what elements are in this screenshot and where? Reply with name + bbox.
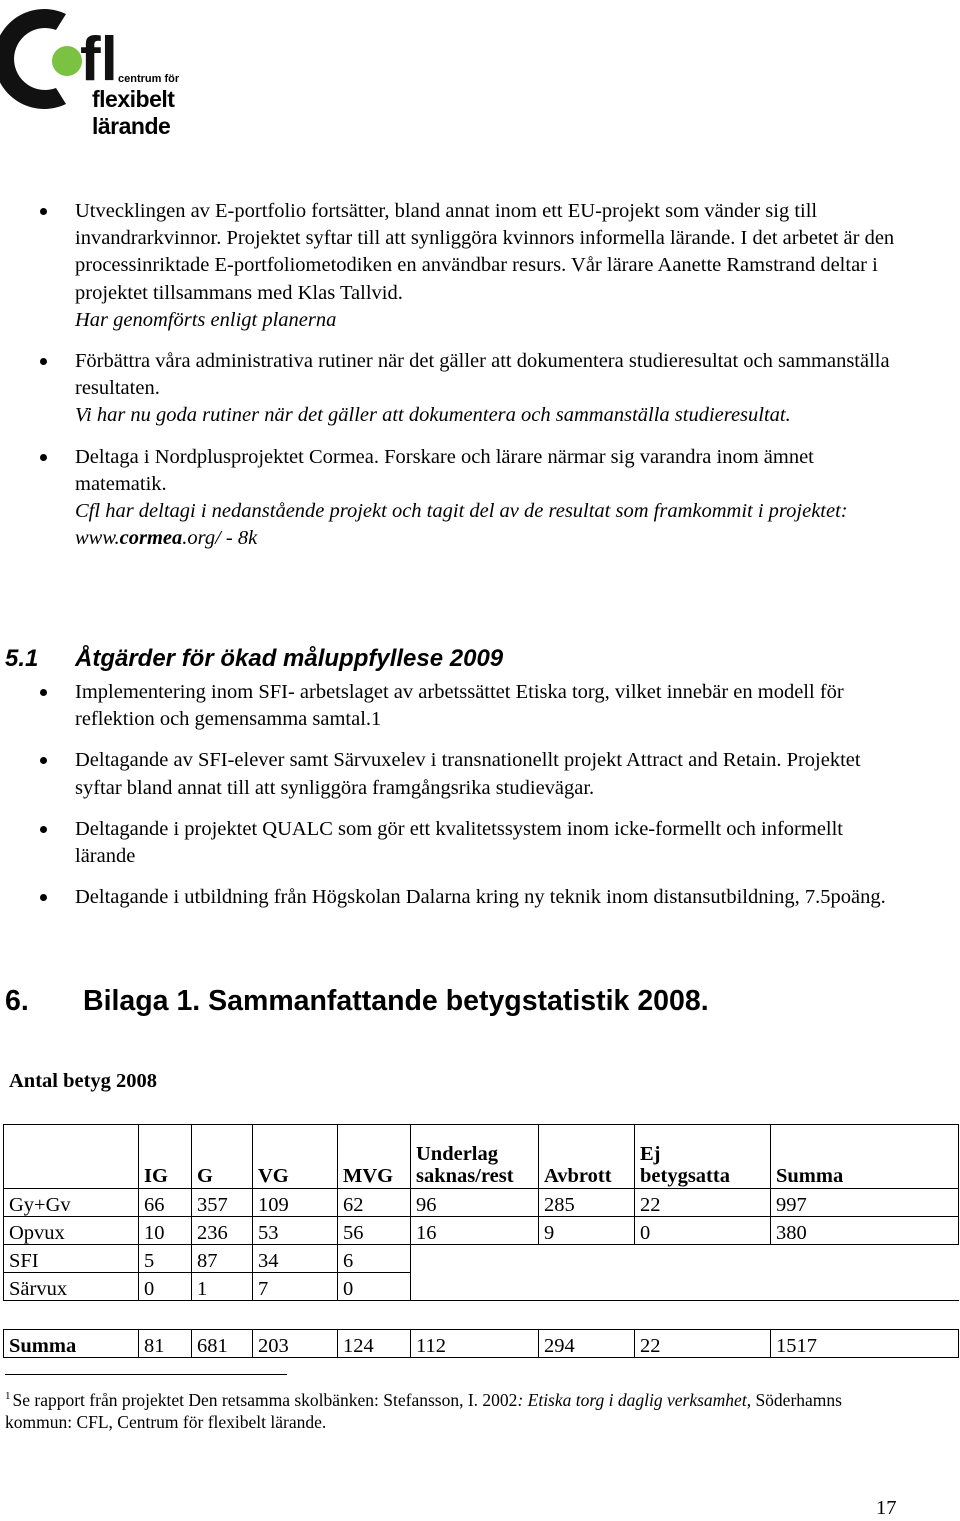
table-cell: 7 (253, 1273, 338, 1301)
column-header-line: MVG (343, 1165, 394, 1187)
item-text: Deltagande i projektet QUALC som gör ett kvalitetssystem inom icke-formellt och informellt lärande (75, 817, 843, 868)
column-header (4, 1125, 139, 1189)
footnote-italic: : Etiska torg i daglig verksamhet (517, 1390, 747, 1410)
logo-tagline-2: flexibelt lärande (92, 86, 175, 139)
column-header-line: G (197, 1165, 213, 1187)
page-number: 17 (876, 1497, 897, 1519)
table-row (4, 1217, 959, 1245)
section-heading-6 (5, 985, 709, 1018)
table-cell: 22 (635, 1189, 771, 1217)
table-cell: 34 (253, 1245, 338, 1273)
table-cell: 203 (253, 1330, 338, 1358)
table-cell: 997 (771, 1189, 959, 1217)
footnote-text: Se rapport från projektet Den retsamma skolbänken: Stefansson, I. 2002 (12, 1390, 518, 1410)
empty-cell (635, 1273, 771, 1301)
footnote (5, 1385, 905, 1433)
table-title: Antal betyg 2008 (9, 1070, 158, 1092)
item-note: Cfl har deltagi i nedanstående projekt och tagit del av de resultat som framkommit i projektet: (75, 500, 848, 523)
list-item (37, 444, 897, 553)
column-header (192, 1125, 253, 1189)
empty-cell (771, 1245, 959, 1273)
table-cell: 0 (139, 1273, 192, 1301)
empty-cell (539, 1245, 635, 1273)
column-header (411, 1125, 539, 1189)
row-label: Särvux (4, 1273, 139, 1301)
table-cell: 285 (539, 1189, 635, 1217)
table-cell: 124 (338, 1330, 411, 1358)
table-cell: 6 (338, 1245, 411, 1273)
table-header-row (4, 1125, 959, 1189)
table-cell: 109 (253, 1189, 338, 1217)
footnote-number: 1 (5, 1390, 11, 1402)
table-cell: 1517 (771, 1330, 959, 1358)
column-header-line: IG (144, 1165, 168, 1187)
item-text: Förbättra våra administrativa rutiner när det gäller att dokumentera studieresultat och sammanställa resultaten. (75, 350, 890, 400)
table-total-row (4, 1330, 959, 1358)
column-header-line: VG (258, 1165, 289, 1187)
list-item (37, 816, 897, 870)
table-cell: 87 (192, 1245, 253, 1273)
footnote-ref[interactable]: 1 (371, 708, 382, 731)
grades-table (3, 1124, 959, 1358)
table-row (4, 1245, 959, 1273)
table-cell: 10 (139, 1217, 192, 1245)
table-cell: 81 (139, 1330, 192, 1358)
empty-cell (411, 1245, 539, 1273)
section-number: 6. (5, 985, 29, 1017)
section-title: Bilaga 1. Sammanfattande betygstatistik 2008. (83, 985, 709, 1017)
list-item (37, 198, 897, 334)
empty-cell (539, 1273, 635, 1301)
cormea-link[interactable]: www.cormea.org/ - 8k (75, 527, 258, 550)
column-header (771, 1125, 959, 1189)
progress-list (37, 198, 897, 552)
table-spacer-row (4, 1301, 959, 1330)
column-header (139, 1125, 192, 1189)
table-cell: 236 (192, 1217, 253, 1245)
item-text: Deltagande i utbildning från Högskolan Dalarna kring ny teknik inom distansutbildning, 7.5poäng. (75, 886, 886, 909)
table-cell: 112 (411, 1330, 539, 1358)
table-cell: 380 (771, 1217, 959, 1245)
item-text: Utvecklingen av E-portfolio fortsätter, bland annat inom ett EU-projekt som vänder sig till invandrarkvinnor. Projektet syftar till att synliggöra kvinnors informella lärande. I det arbetet är den processinriktade E-portfoliometodiken en användbar resurs. Vår lärare Aanette Ramstrand deltar i projektet tillsammans med Klas Tallvid. (75, 200, 895, 304)
table-cell: 16 (411, 1217, 539, 1245)
row-label: Opvux (4, 1217, 139, 1245)
column-header-line: saknas/rest (416, 1165, 514, 1187)
item-text: Deltagande av SFI-elever samt Särvuxelev i transnationellt projekt Attract and Retain. Projektet syftar bland annat till att synliggöra framgångsrika studievägar. (75, 749, 861, 799)
table-cell: 9 (539, 1217, 635, 1245)
column-header (338, 1125, 411, 1189)
item-note: Vi har nu goda rutiner när det gäller att dokumentera och sammanställa studieresultat. (75, 404, 791, 427)
row-label: Summa (4, 1330, 139, 1358)
list-item (37, 747, 897, 801)
item-note: Har genomförts enligt planerna (75, 308, 337, 331)
cfl-logo (0, 0, 250, 139)
table-row (4, 1273, 959, 1301)
table-cell: 681 (192, 1330, 253, 1358)
column-header-line: Avbrott (544, 1165, 612, 1187)
section-title: Åtgärder för ökad måluppfyllese 2009 (75, 645, 504, 672)
column-header-line: Ej (640, 1143, 661, 1165)
table-cell: 56 (338, 1217, 411, 1245)
row-label: SFI (4, 1245, 139, 1273)
column-header (539, 1125, 635, 1189)
column-header (635, 1125, 771, 1189)
row-label: Gy+Gv (4, 1189, 139, 1217)
table-cell: 0 (338, 1273, 411, 1301)
table-cell: 294 (539, 1330, 635, 1358)
item-text: Implementering inom SFI- arbetslaget av arbetssättet Etiska torg, vilket innebär en modell för reflektion och gemensamma samtal. (75, 681, 844, 731)
logo-tagline-1: centrum för (118, 73, 180, 85)
column-header (253, 1125, 338, 1189)
column-header-line: Summa (776, 1165, 844, 1187)
spacer-cell (4, 1301, 959, 1330)
table-row (4, 1189, 959, 1217)
footnote-text-2: , Söderhamns kommun: CFL, Centrum för flexibelt lärande. (5, 1390, 842, 1432)
column-header-line: betygsatta (640, 1165, 730, 1187)
table-cell: 66 (139, 1189, 192, 1217)
item-text: Deltaga i Nordplusprojektet Cormea. Forskare och lärare närmar sig varandra inom ämnet matematik. (75, 445, 814, 495)
table-cell: 53 (253, 1217, 338, 1245)
list-item (37, 884, 897, 911)
list-item (37, 679, 897, 733)
table-cell: 96 (411, 1189, 539, 1217)
list-item (37, 348, 897, 430)
empty-cell (411, 1273, 539, 1301)
actions-list (37, 679, 897, 911)
table-cell: 5 (139, 1245, 192, 1273)
table-cell: 62 (338, 1189, 411, 1217)
footnote-rule (5, 1374, 287, 1375)
table-cell: 0 (635, 1217, 771, 1245)
table-cell: 1 (192, 1273, 253, 1301)
logo-green-dot (52, 46, 82, 76)
logo-fl-letters: fl (80, 25, 118, 94)
empty-cell (635, 1245, 771, 1273)
section-number: 5.1 (5, 645, 39, 672)
column-header-line: Underlag (416, 1143, 498, 1165)
empty-cell (771, 1273, 959, 1301)
table-cell: 357 (192, 1189, 253, 1217)
section-heading-5-1 (5, 645, 503, 673)
table-cell: 22 (635, 1330, 771, 1358)
